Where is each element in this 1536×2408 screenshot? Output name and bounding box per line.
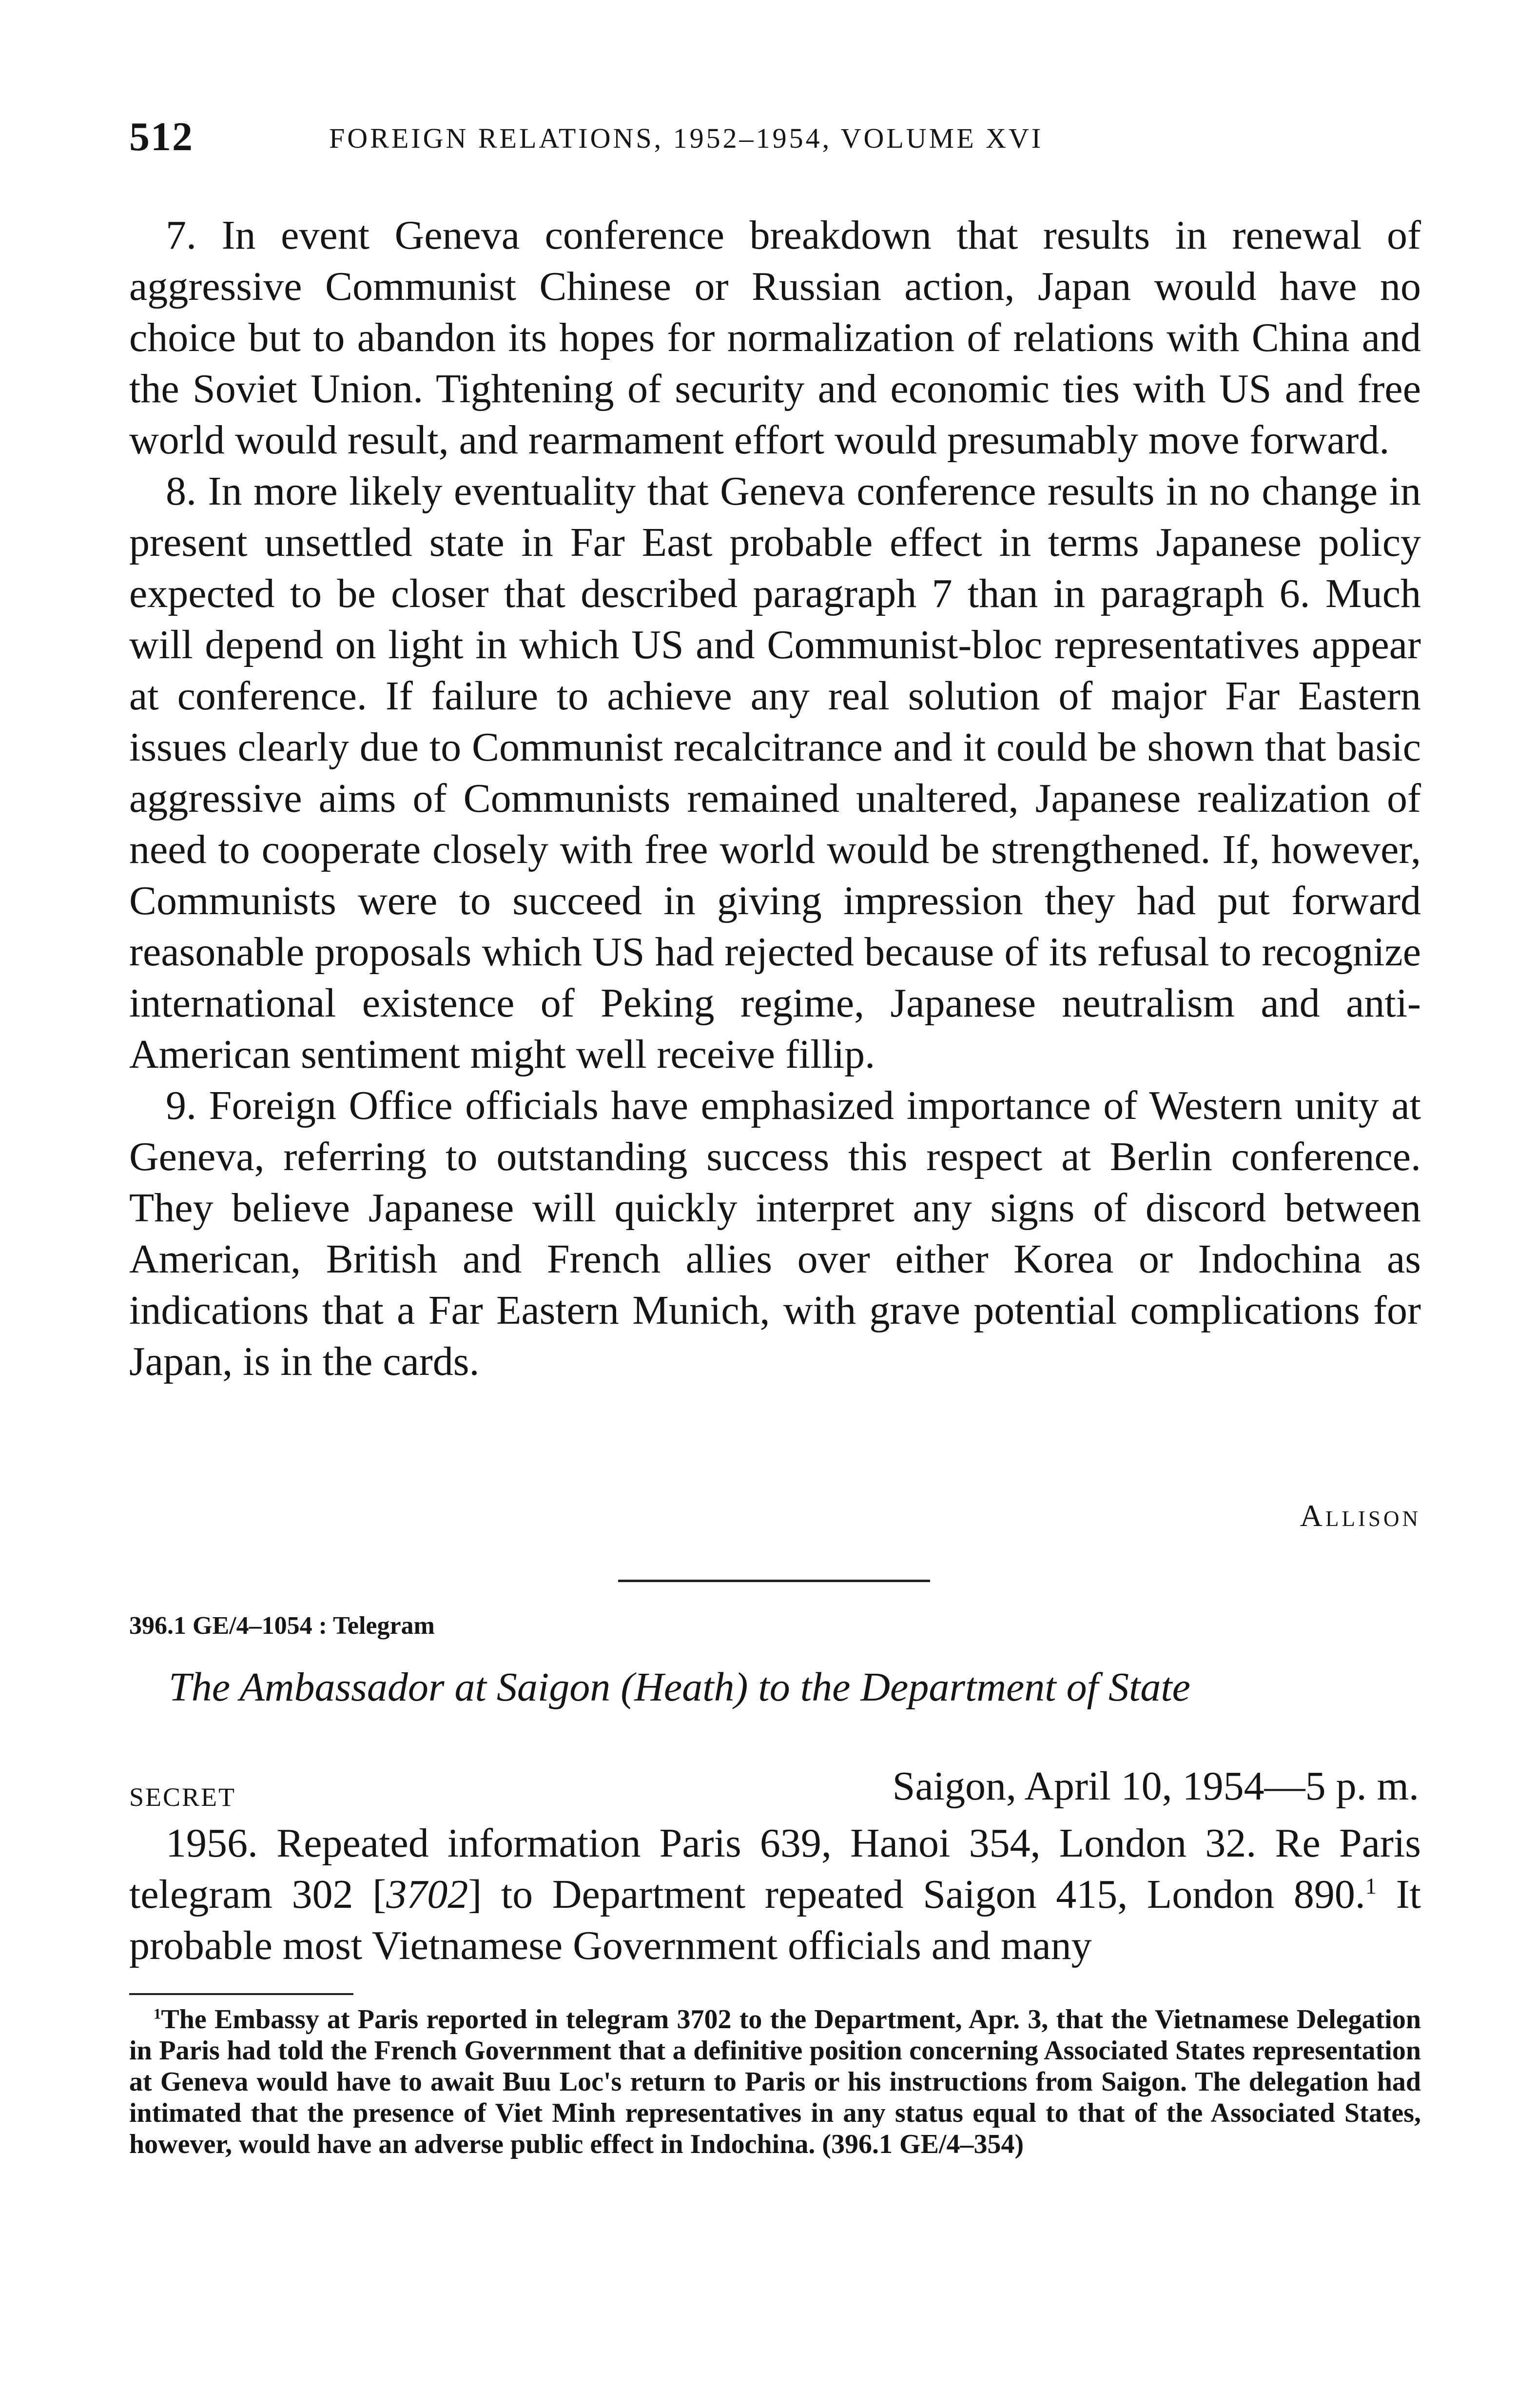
telegram-text-part2: ] to Department repeated Saigon 415, London 890. <box>468 1872 1365 1917</box>
dateline: Saigon, April 10, 1954—5 p. m. <box>892 1763 1419 1809</box>
body-text <box>129 210 1421 1387</box>
page-number: 512 <box>129 114 194 159</box>
section-divider <box>618 1580 930 1582</box>
paragraph-8: 8. In more likely eventuality that Geneva conference results in no change in present unsettled state in Far East probable effect in terms Japanese policy expected to be closer that described paragraph 7 than in paragraph 6. Much will depend on light in which US and Communist-bloc representatives appear at conference. If failure to achieve any real solution of major Far Eastern issues clearly due to Communist recalcitrance and it could be shown that basic aggressive aims of Communists remained unaltered, Japanese realization of need to cooperate closely with free world would be strengthened. If, however, Communists were to succeed in giving impression they had put forward reasonable proposals which US had rejected because of its refusal to recognize international existence of Peking regime, Japanese neutralism and anti-American sentiment might well receive fillip. <box>129 469 1421 1077</box>
footnote-reference[interactable]: 1 <box>1365 1874 1377 1899</box>
footnote-rule <box>129 1993 353 1995</box>
footnote-text: The Embassy at Paris reported in telegram 3702 to the Department, Apr. 3, that the Vietnamese Delegation in Paris had told the French Government that a definitive position concerning Associated States representation at Geneva would have to await Buu Loc's return to Paris or his instructions from Saigon. The delegation had intimated that the presence of Viet Minh representatives in any status equal to that of the Associated States, however, would have an adverse public effect in Indochina. (396.1 GE/4–354) <box>129 2004 1421 2159</box>
classification-label: SECRET <box>129 1782 236 1812</box>
paragraph-9: 9. Foreign Office officials have emphasized importance of Western unity at Geneva, referring to outstanding success this respect at Berlin conference. They believe Japanese will quickly interpret any signs of discord between American, British and French allies over either Korea or Indochina as indications that a Far Eastern Munich, with grave potential complications for Japan, is in the cards. <box>129 1083 1421 1384</box>
footnote <box>129 2004 1421 2160</box>
telegram-text <box>129 1818 1421 1971</box>
running-head <box>129 113 1421 172</box>
telegram-paragraph <box>129 1818 1421 1971</box>
telegram-number: 3702 <box>386 1872 468 1917</box>
signature: Allison <box>1300 1498 1421 1533</box>
document-heading: The Ambassador at Saigon (Heath) to the Department of State <box>169 1664 1190 1710</box>
footnote-marker: 1 <box>154 2005 161 2022</box>
running-head-title: FOREIGN RELATIONS, 1952–1954, VOLUME XVI <box>329 122 1044 154</box>
footnote-paragraph <box>129 2004 1421 2160</box>
telegram-text-part1: 1956. Repeated information Paris 639, Hanoi 354, London 32. Re Paris telegram 302 [ <box>129 1821 1421 1917</box>
file-reference: 396.1 GE/4–1054 : Telegram <box>129 1612 435 1640</box>
telegram-text-part3: It probable most Vietnamese Government officials and many <box>129 1872 1421 1968</box>
paragraph-7: 7. In event Geneva conference breakdown that results in renewal of aggressive Communist Chinese or Russian action, Japan would have no choice but to abandon its hopes for normalization of relations with China and the Soviet Union. Tightening of security and economic ties with US and free world would result, and rearmament effort would presumably move forward. <box>129 213 1421 463</box>
